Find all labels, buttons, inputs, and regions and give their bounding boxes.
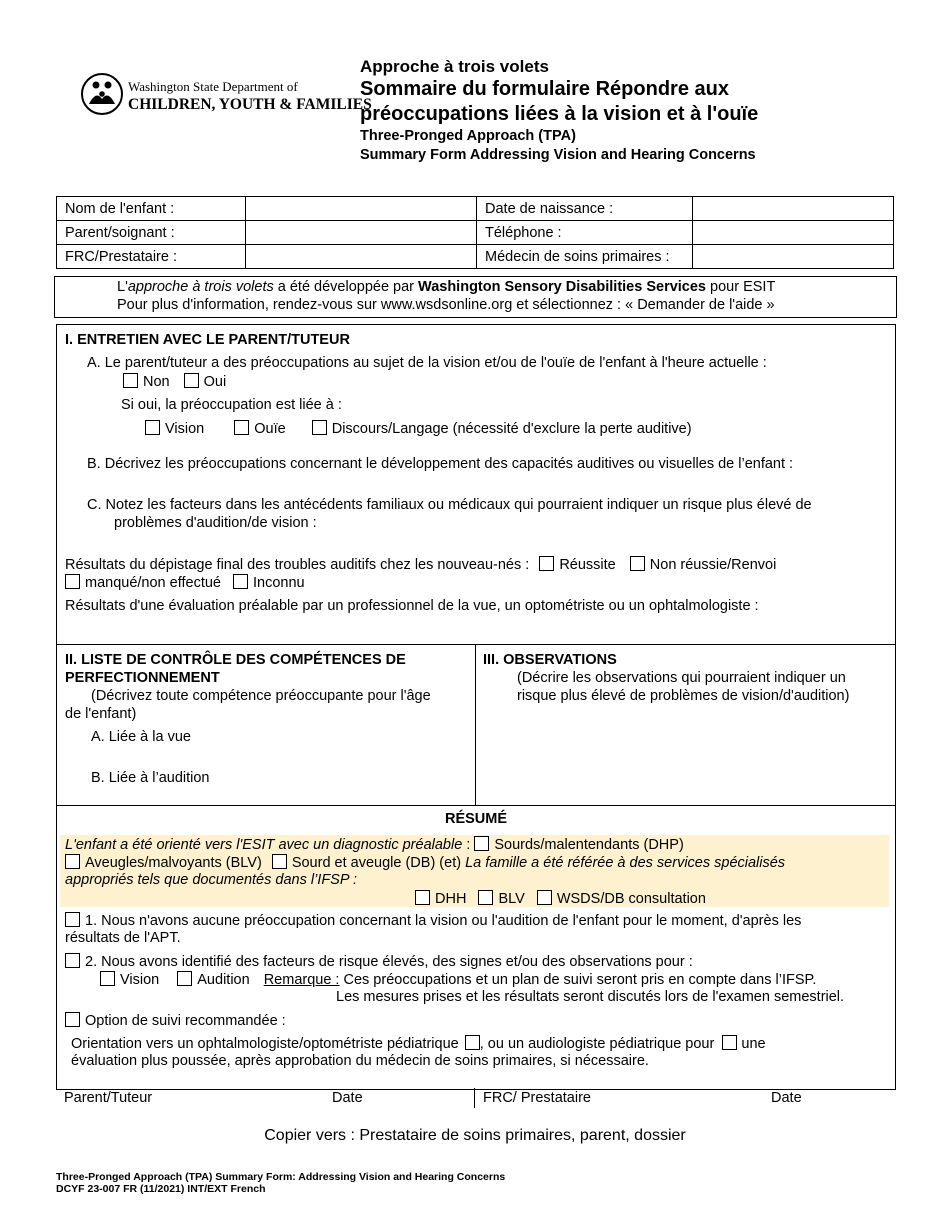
section2-desc-1: (Décrivez toute compétence préoccupante pour l'âge xyxy=(91,688,431,704)
section2-title-2: PERFECTIONNEMENT xyxy=(65,670,220,686)
sig-date2: Date xyxy=(771,1090,802,1106)
newborn-screening-2: manqué/non effectué Inconnu xyxy=(65,574,305,591)
title-en-2: Summary Form Addressing Vision and Hearing Concerns xyxy=(360,147,756,163)
referral-line3: appropriés tels que documentés dans l’IFSP : xyxy=(65,872,358,888)
summary-item2-options: Vision Audition Remarque : Ces préoccupations et un plan de suivi seront pris en compte dans l’IFSP. xyxy=(100,971,816,988)
agency-line1: Washington State Department of xyxy=(128,79,298,94)
section3-title: III. OBSERVATIONS xyxy=(483,652,617,668)
ophthalmologist-checkbox[interactable] xyxy=(465,1035,480,1050)
sig-divider xyxy=(474,1088,475,1108)
note-line1: L'approche à trois volets a été développée par Washington Sensory Disabilities Services pour ESIT xyxy=(117,279,776,295)
title-en-1: Three-Pronged Approach (TPA) xyxy=(360,128,576,144)
section3-desc-1: (Décrire les observations qui pourraient indiquer un xyxy=(517,670,846,686)
orientation-line1: Orientation vers un ophtalmologiste/optométriste pédiatrique , ou un audiologiste pédiatrique pour une xyxy=(71,1036,766,1052)
blv-services-checkbox[interactable] xyxy=(478,890,493,905)
child-name-field[interactable] xyxy=(246,197,477,221)
summary-item1: 1. Nous n'avons aucune préoccupation concernant la vision ou l'audition de l'enfant pour le moment, d'après les xyxy=(65,912,801,929)
missed-checkbox[interactable] xyxy=(65,574,80,589)
oui-checkbox[interactable] xyxy=(184,373,199,388)
frc-field[interactable] xyxy=(246,245,477,269)
dhh-checkbox[interactable] xyxy=(415,890,430,905)
eye-results: Résultats d'une évaluation préalable par un professionnel de la vue, un optométriste ou un ophtalmologiste : xyxy=(65,598,759,614)
phone-label: Téléphone : xyxy=(477,221,693,245)
section2-desc-2: de l'enfant) xyxy=(65,706,137,722)
child-name-label: Nom de l'enfant : xyxy=(57,197,246,221)
unknown-checkbox[interactable] xyxy=(233,574,248,589)
concern-options: Non Oui xyxy=(123,373,226,390)
risk-vision-checkbox[interactable] xyxy=(100,971,115,986)
newborn-screening: Résultats du dépistage final des troubles auditifs chez les nouveau-nés : Réussite Non réussie/Renvoi xyxy=(65,557,777,573)
note-line2: Pour plus d'information, rendez-vous sur www.wsdsonline.org et sélectionnez : « Demander de l'aide » xyxy=(117,297,775,313)
main-form xyxy=(56,324,896,1090)
footer-line2: DCYF 23-007 FR (11/2021) INT/EXT French xyxy=(56,1183,266,1195)
section3-desc-2: risque plus élevé de problèmes de vision/d'audition) xyxy=(517,688,850,704)
summary-item2: 2. Nous avons identifié des facteurs de risque élevés, des signes et/ou des observations pour : xyxy=(65,953,693,970)
risk-audition-checkbox[interactable] xyxy=(177,971,192,986)
title-main-2: préoccupations liées à la vision et à l'ouïe xyxy=(360,103,759,125)
dcyf-logo xyxy=(80,72,372,118)
ouie-checkbox[interactable] xyxy=(234,420,249,435)
followup-option: Option de suivi recommandée : xyxy=(65,1012,286,1029)
vision-checkbox[interactable] xyxy=(145,420,160,435)
no-concern-checkbox[interactable] xyxy=(65,912,80,927)
risk-factors-checkbox[interactable] xyxy=(65,953,80,968)
if-yes-label: Si oui, la préoccupation est liée à : xyxy=(121,397,342,413)
info-note xyxy=(54,276,897,318)
doctor-field[interactable] xyxy=(693,245,894,269)
wsds-checkbox[interactable] xyxy=(537,890,552,905)
frc-label: FRC/Prestataire : xyxy=(57,245,246,269)
footer-line1: Three-Pronged Approach (TPA) Summary Form: Addressing Vision and Hearing Concerns xyxy=(56,1171,506,1183)
blv-checkbox[interactable] xyxy=(65,854,80,869)
sig-parent: Parent/Tuteur xyxy=(64,1090,153,1106)
child-info-table xyxy=(56,196,894,269)
birth-date-field[interactable] xyxy=(693,197,894,221)
divider-1 xyxy=(57,644,895,645)
title-main-1: Sommaire du formulaire Répondre aux xyxy=(360,78,729,100)
summary-title: RÉSUMÉ xyxy=(444,811,508,827)
audiologist-checkbox[interactable] xyxy=(722,1035,737,1050)
speech-checkbox[interactable] xyxy=(312,420,327,435)
family-services-options: DHH BLV WSDS/DB consultation xyxy=(415,890,706,907)
birth-date-label: Date de naissance : xyxy=(477,197,693,221)
followup-checkbox[interactable] xyxy=(65,1012,80,1027)
summary-item1-2: résultats de l'APT. xyxy=(65,930,181,946)
doctor-label: Médecin de soins primaires : xyxy=(477,245,693,269)
section2-title-1: II. LISTE DE CONTRÔLE DES COMPÉTENCES DE xyxy=(65,652,406,668)
remark-line2: Les mesures prises et les résultats seront discutés lors de l'examen semestriel. xyxy=(336,989,845,1005)
question-c-1: C. Notez les facteurs dans les antécédents familiaux ou médicaux qui pourraient indiquer un risque plus élevé de xyxy=(87,497,812,513)
question-b: B. Décrivez les préoccupations concernant le développement des capacités auditives ou visuelles de l’enfant : xyxy=(87,456,794,472)
dhp-checkbox[interactable] xyxy=(474,836,489,851)
sig-date1: Date xyxy=(332,1090,363,1106)
question-a: A. Le parent/tuteur a des préoccupations au sujet de la vision et/ou de l'ouïe de l'enfant à l'heure actuelle : xyxy=(87,355,767,371)
refer-checkbox[interactable] xyxy=(630,556,645,571)
orientation-line2: évaluation plus poussée, après approbation du médecin de soins primaires, si nécessaire. xyxy=(71,1053,649,1069)
question-c-2: problèmes d'audition/de vision : xyxy=(114,515,317,531)
referral-line2: Aveugles/malvoyants (BLV) Sourd et aveugle (DB) (et) La famille a été référée à des services spécialisés xyxy=(65,854,785,871)
family-logo-icon xyxy=(80,72,124,116)
referral-line1: L'enfant a été orienté vers l'ESIT avec un diagnostic préalable : Sourds/malentendants (DHP) xyxy=(65,837,684,853)
title-small: Approche à trois volets xyxy=(360,57,549,76)
agency-line2: CHILDREN, YOUTH & FAMILIES xyxy=(128,96,372,113)
phone-field[interactable] xyxy=(693,221,894,245)
divider-vertical xyxy=(475,644,476,805)
concern-type-options: Vision Ouïe Discours/Langage (nécessité d'exclure la perte auditive) xyxy=(145,420,692,437)
parent-field[interactable] xyxy=(246,221,477,245)
sig-frc: FRC/ Prestataire xyxy=(483,1090,591,1106)
pass-checkbox[interactable] xyxy=(539,556,554,571)
parent-label: Parent/soignant : xyxy=(57,221,246,245)
section2-item-b: B. Liée à l’audition xyxy=(91,770,210,786)
section1-title: I. ENTRETIEN AVEC LE PARENT/TUTEUR xyxy=(65,332,350,348)
non-checkbox[interactable] xyxy=(123,373,138,388)
divider-2 xyxy=(57,805,895,806)
copy-to: Copier vers : Prestataire de soins primaires, parent, dossier xyxy=(264,1127,686,1144)
section2-item-a: A. Liée à la vue xyxy=(91,729,191,745)
db-checkbox[interactable] xyxy=(272,854,287,869)
